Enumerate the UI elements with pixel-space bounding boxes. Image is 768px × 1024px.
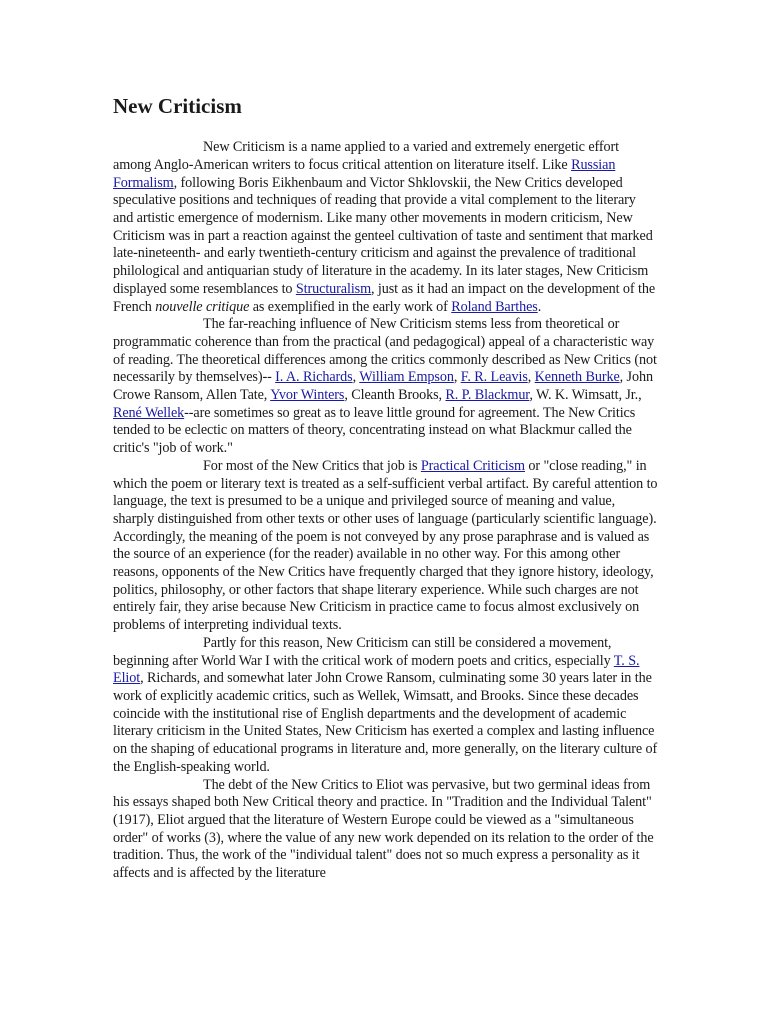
text-run: --are sometimes so great as to leave little ground for agreement. The New Critics tended to be eclectic on matters of theory, concentrating instead on what Blackmur called the critic's "job of work.": [113, 404, 636, 457]
inline-link[interactable]: Russian Formalism: [113, 156, 616, 191]
italic-text: nouvelle critique: [155, 298, 250, 315]
inline-link[interactable]: Kenneth Burke: [534, 369, 620, 386]
paragraph: [113, 139, 658, 316]
text-run: The debt of the New Critics to Eliot was pervasive, but two germinal ideas from his essays shaped both New Critical theory and practice. In "Tradition and the Individual Talent" (1917), Eliot argued that the literature of Western Europe could be viewed as a "simultaneous order" of works (3), where the value of any new work depended on its relation to the order of the tradition. Thus, the work of the "individual talent" does not so much express a personality as it affects and is affected by the literature: [113, 776, 654, 882]
text-run: For most of the New Critics that job is: [203, 457, 421, 474]
inline-link[interactable]: Yvor Winters: [270, 387, 345, 404]
paragraph: [113, 458, 658, 635]
inline-link[interactable]: René Wellek: [113, 404, 185, 421]
inline-link[interactable]: I. A. Richards: [275, 369, 353, 386]
text-run: ,: [352, 369, 360, 386]
page-title: New Criticism: [113, 94, 242, 118]
inline-link[interactable]: Practical Criticism: [420, 457, 525, 474]
text-run: , Richards, and somewhat later John Crowe Ransom, culminating some 30 years later in the work of explicitly academic critics, such as Wellek, Wimsatt, and Brooks. Since these decades coincide with the institutional rise of English departments and the development of academic literary criticism in the United States, New Criticism has exerted a complex and lasting influence on the shaping of educational programs in literature and, more generally, on the literary culture of the English-speaking world.: [113, 670, 658, 775]
inline-link[interactable]: Structuralism: [295, 280, 372, 297]
inline-link[interactable]: Roland Barthes: [451, 298, 538, 315]
text-run: , John Crowe Ransom, Allen Tate,: [113, 369, 653, 404]
text-run: , W. K. Wimsatt, Jr.,: [529, 387, 642, 404]
document-page: [113, 94, 658, 883]
inline-link[interactable]: T. S. Eliot: [113, 652, 640, 687]
text-run: New Criticism is a name applied to a varied and extremely energetic effort among Anglo-American writers to focus critical attention on literature itself. Like: [113, 139, 619, 173]
paragraph: [113, 635, 658, 777]
text-run: , following Boris Eikhenbaum and Victor Shklovskii, the New Critics developed speculative positions and techniques of reading that provide a vital complement to the literary and artistic emergence of modernism. Like many other movements in modern criticism, New Criticism was in part a reaction against the genteel cultivation of taste and sentiment that marked late-nineteenth- and early twentieth-century criticism and against the prevalence of traditional philological and antiquarian study of literature in the academy. In its later stages, New Criticism displayed some resemblances to: [113, 174, 653, 297]
article-body: [113, 139, 658, 883]
text-run: .: [537, 298, 542, 315]
text-run: ,: [527, 369, 535, 386]
text-run: The far-reaching influence of New Criticism stems less from theoretical or programmatic coherence than from the practical (and pedagogical) appeal of a characteristic way of reading. The theoretical differences among the critics commonly described as New Critics (not necessarily by themselves)--: [113, 316, 657, 386]
text-run: or "close reading," in which the poem or literary text is treated as a self-sufficient verbal artifact. By careful attention to language, the text is presumed to be a unique and privileged source of meaning and value, sharply distinguished from other texts or other uses of language (particularly scientific language). Accordingly, the meaning of the poem is not conveyed by any prose paraphrase and is valued as the source of an experience (for the reader) available in no other way. For this among other reasons, opponents of the New Critics have frequently charged that they ignore history, ideology, politics, philosophy, or other factors that shape literary experience. While such charges are not entirely fair, they arise because New Criticism in practice came to focus almost exclusively on problems of interpreting individual texts.: [113, 457, 658, 634]
inline-link[interactable]: William Empson: [359, 369, 454, 386]
text-run: Partly for this reason, New Criticism can still be considered a movement, beginning after World War I with the critical work of modern poets and critics, especially: [113, 634, 614, 669]
text-run: , Cleanth Brooks,: [344, 387, 446, 404]
text-run: as exemplified in the early work of: [249, 298, 452, 315]
paragraph: [113, 316, 658, 458]
paragraph: [113, 777, 658, 883]
text-run: ,: [453, 369, 461, 386]
inline-link[interactable]: F. R. Leavis: [460, 369, 528, 386]
inline-link[interactable]: R. P. Blackmur: [445, 387, 530, 404]
text-run: , just as it had an impact on the development of the French: [113, 280, 656, 315]
